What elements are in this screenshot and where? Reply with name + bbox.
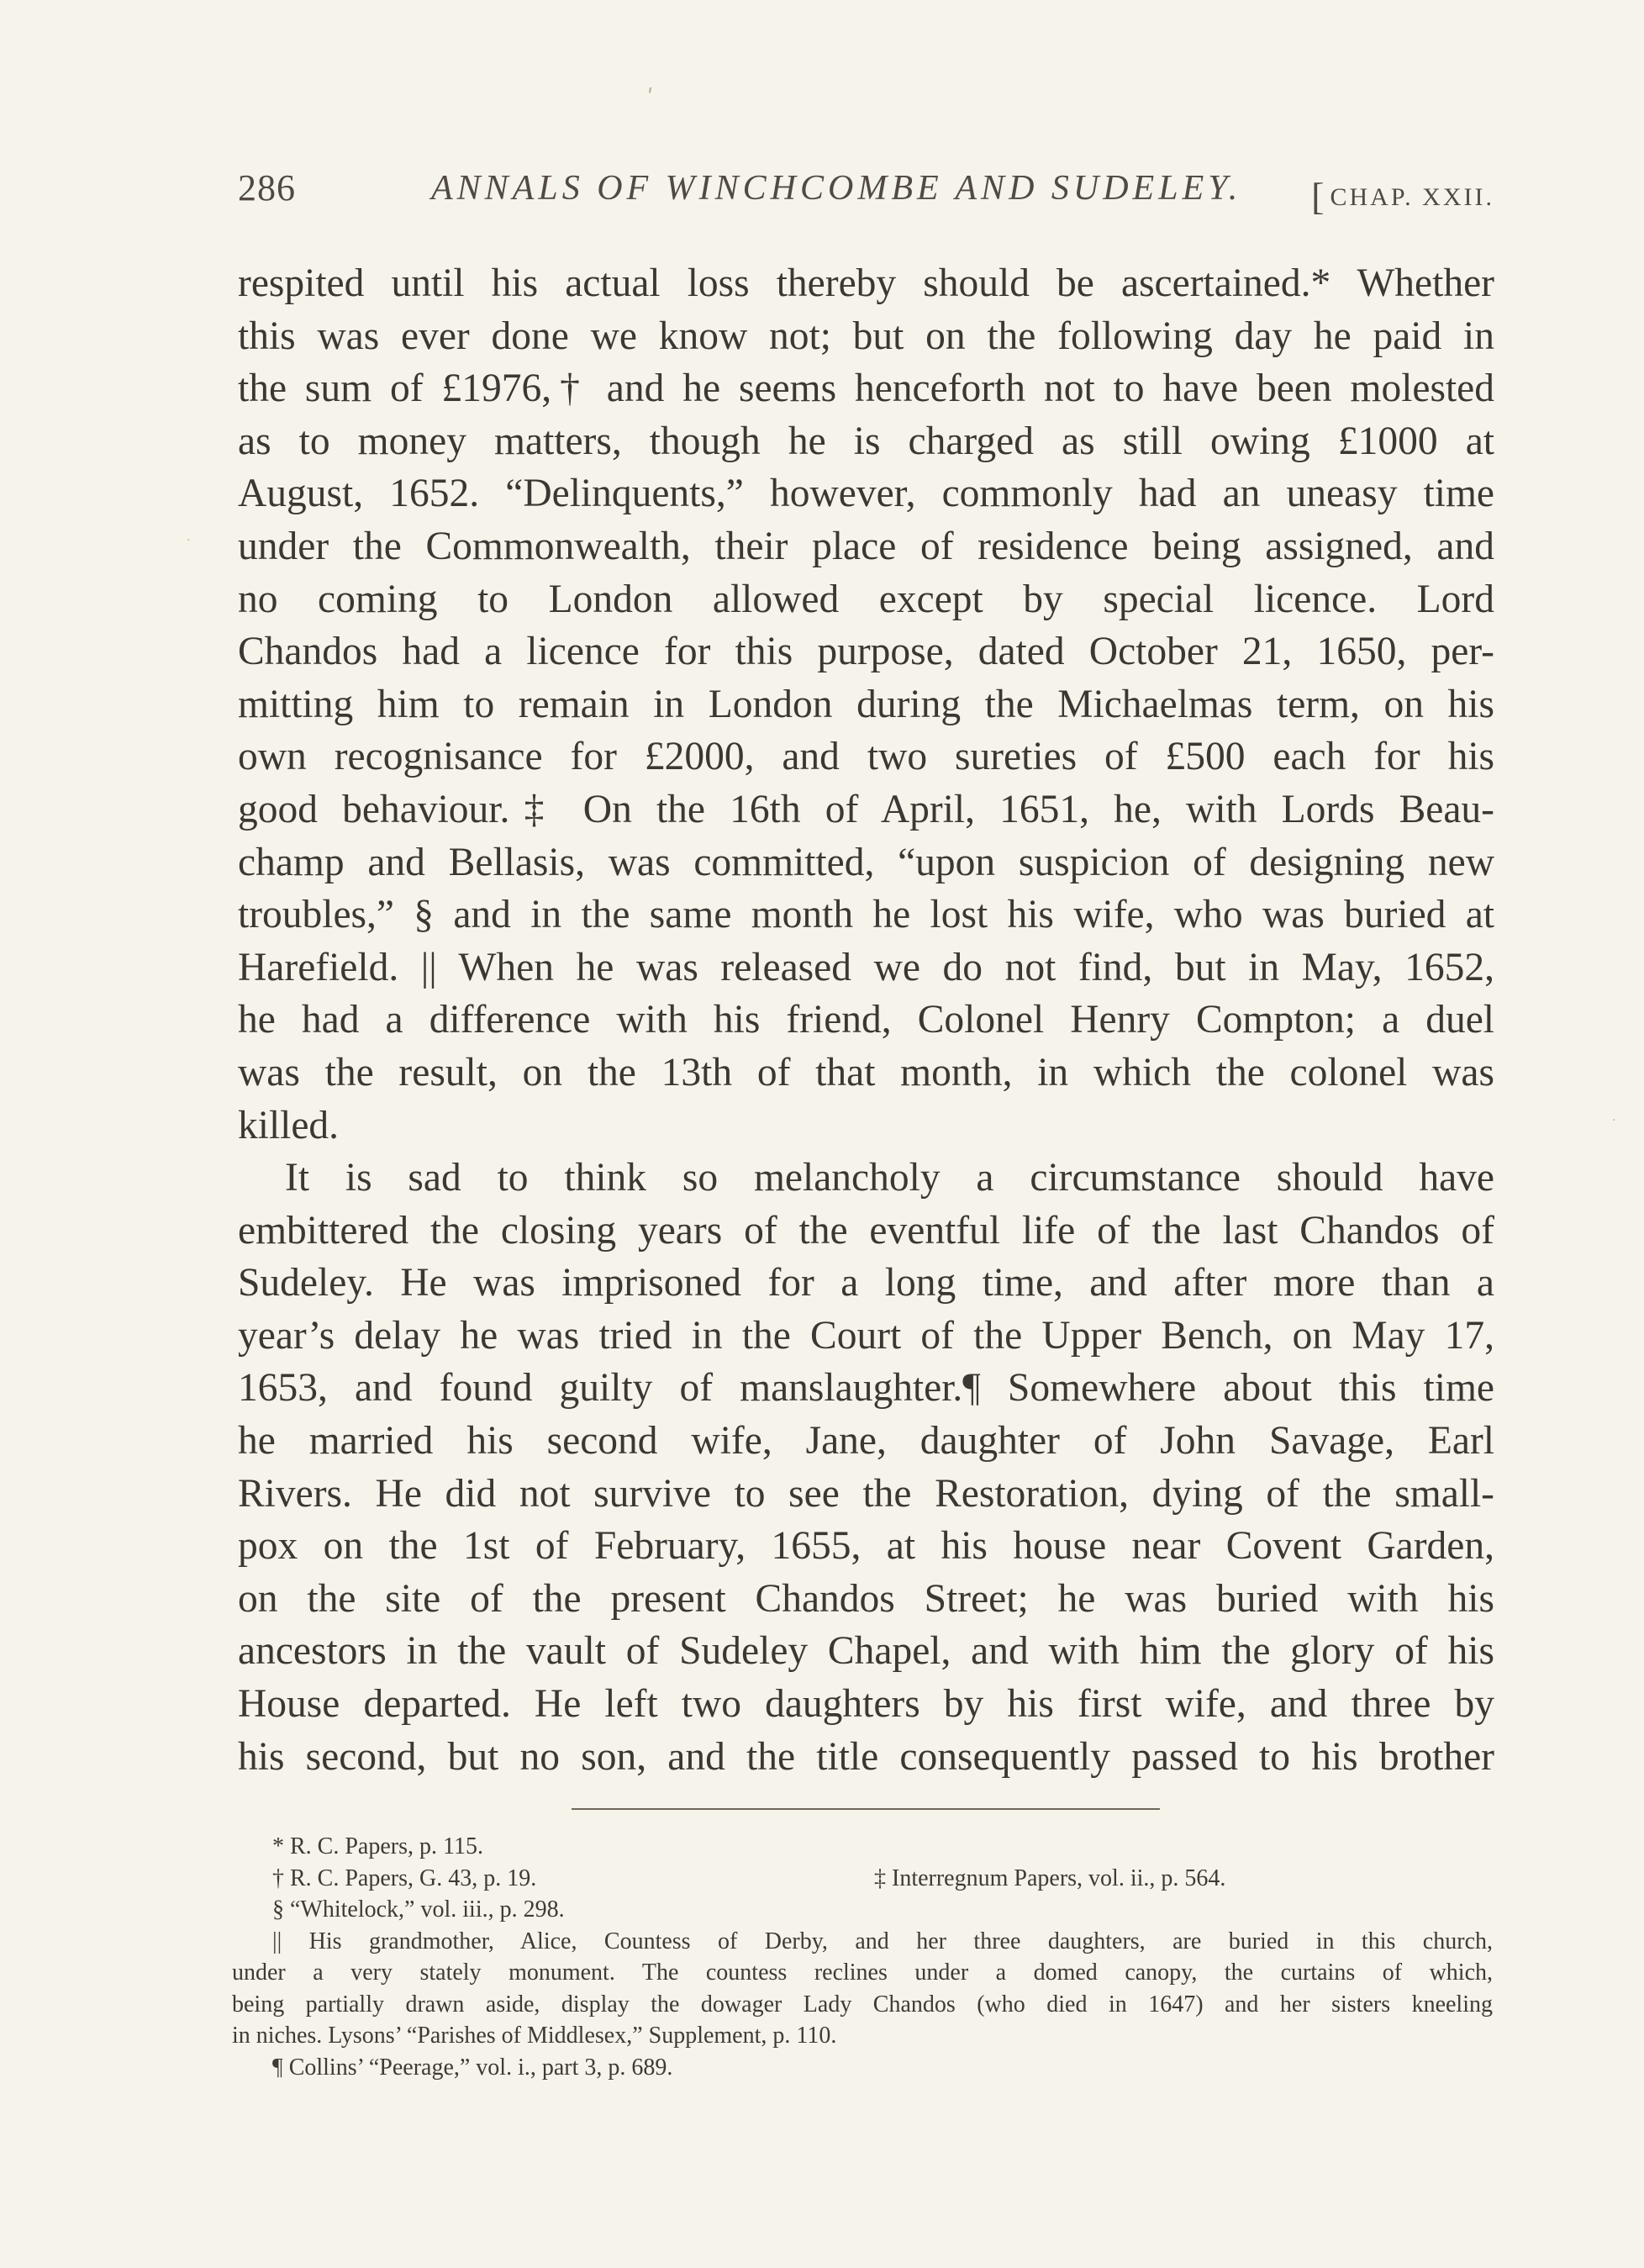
text-line: he married his second wife, Jane, daughter of John Savage, Earl [238, 1419, 1494, 1464]
page-speck: · [1612, 1114, 1616, 1127]
text-line: killed. [238, 1103, 340, 1147]
text-line: as to money matters, though he is charged as still owing £1000 at [238, 419, 1494, 463]
footnote-row [232, 1863, 1493, 1895]
running-header [238, 166, 1494, 217]
chapter-bracket: [ [1311, 175, 1327, 218]
text-line: pox on the 1st of February, 1655, at his house near Covent Garden, [238, 1524, 1494, 1569]
footnote-pilcrow: ¶ Collins’ “Peerage,” vol. i., part 3, p. 689. [272, 2054, 673, 2081]
chapter-number: CHAP. XXII. [1330, 183, 1494, 211]
text-line: own recognisance for £2000, and two sureties of £500 each for his [238, 735, 1494, 779]
footnote-parallel-line: in niches. Lysons’ “Parishes of Middlesex,” Supplement, p. 110. [232, 2023, 837, 2049]
text-line: troubles,” § and in the same month he lost his wife, who was buried at [238, 893, 1494, 937]
text-line: ancestors in the vault of Sudeley Chapel, and with him the glory of his [238, 1629, 1494, 1674]
text-line: year’s delay he was tried in the Court of the Upper Bench, on May 17, [238, 1313, 1494, 1358]
text-line: embittered the closing years of the eventful life of the last Chandos of [238, 1208, 1494, 1253]
footnote-parallel-line: being partially drawn aside, display the dowager Lady Chandos (who died in 1647) and her sisters kneeling [232, 1991, 1493, 2017]
text-line: the sum of £1976,† and he seems henceforth not to have been molested [238, 367, 1494, 411]
running-title: ANNALS OF WINCHCOMBE AND SUDELEY. [431, 169, 1242, 208]
text-line: under the Commonwealth, their place of residence being assigned, and [238, 524, 1494, 568]
footnotes [232, 1831, 1493, 2083]
chapter-label [1311, 170, 1494, 218]
text-line: on the site of the present Chandos Street; he was buried with his [238, 1576, 1494, 1621]
text-line: respited until his actual loss thereby should be ascertained.* Whether [238, 261, 1494, 305]
text-line: House departed. He left two daughters by his first wife, and three by [238, 1682, 1494, 1727]
text-line: he had a difference with his friend, Colonel Henry Compton; a duel [238, 998, 1494, 1042]
footnote-star: * R. C. Papers, p. 115. [272, 1833, 483, 1859]
body-text [238, 257, 1494, 1783]
footnote-parallel-line: under a very stately monument. The countess reclines under a domed canopy, the curtains of which, [232, 1959, 1493, 1986]
text-line: August, 1652. “Delinquents,” however, commonly had an uneasy time [238, 472, 1494, 516]
page-speck: · [187, 534, 191, 547]
text-line: Rivers. He did not survive to see the Restoration, dying of the small- [238, 1471, 1494, 1516]
footnote-double-dagger: ‡ Interregnum Papers, vol. ii., p. 564. [874, 1865, 1226, 1891]
text-line: 1653, and found guilty of manslaughter.¶ Somewhere about this time [238, 1366, 1494, 1411]
text-line: Harefield. || When he was released we do not find, but in May, 1652, [238, 945, 1494, 989]
text-line: was the result, on the 13th of that month, in which the colonel was [238, 1050, 1494, 1094]
text-line: no coming to London allowed except by special licence. Lord [238, 577, 1494, 621]
footnote-parallel-line: || His grandmother, Alice, Countess of Derby, and her three daughters, are buried in this church, [272, 1928, 1493, 1954]
text-line: mitting him to remain in London during the Michaelmas term, on his [238, 682, 1494, 726]
footnote-dagger: † R. C. Papers, G. 43, p. 19. [272, 1865, 537, 1891]
footnote-section: § “Whitelock,” vol. iii., p. 298. [272, 1896, 565, 1923]
page-number: 286 [238, 167, 296, 208]
text-line: champ and Bellasis, was committed, “upon suspicion of designing new [238, 840, 1494, 884]
text-line: his second, but no son, and the title consequently passed to his brother [238, 1734, 1494, 1779]
text-line: good behaviour.‡ On the 16th of April, 1651, he, with Lords Beau- [238, 787, 1494, 831]
page-speck: ʹ [647, 86, 654, 111]
text-line: Sudeley. He was imprisoned for a long time, and after more than a [238, 1261, 1494, 1305]
footnote-divider [572, 1808, 1160, 1810]
text-line: It is sad to think so melancholy a circumstance should have [285, 1156, 1494, 1200]
text-line: this was ever done we know not; but on the following day he paid in [238, 314, 1494, 358]
text-line: Chandos had a licence for this purpose, dated October 21, 1650, per- [238, 630, 1494, 674]
